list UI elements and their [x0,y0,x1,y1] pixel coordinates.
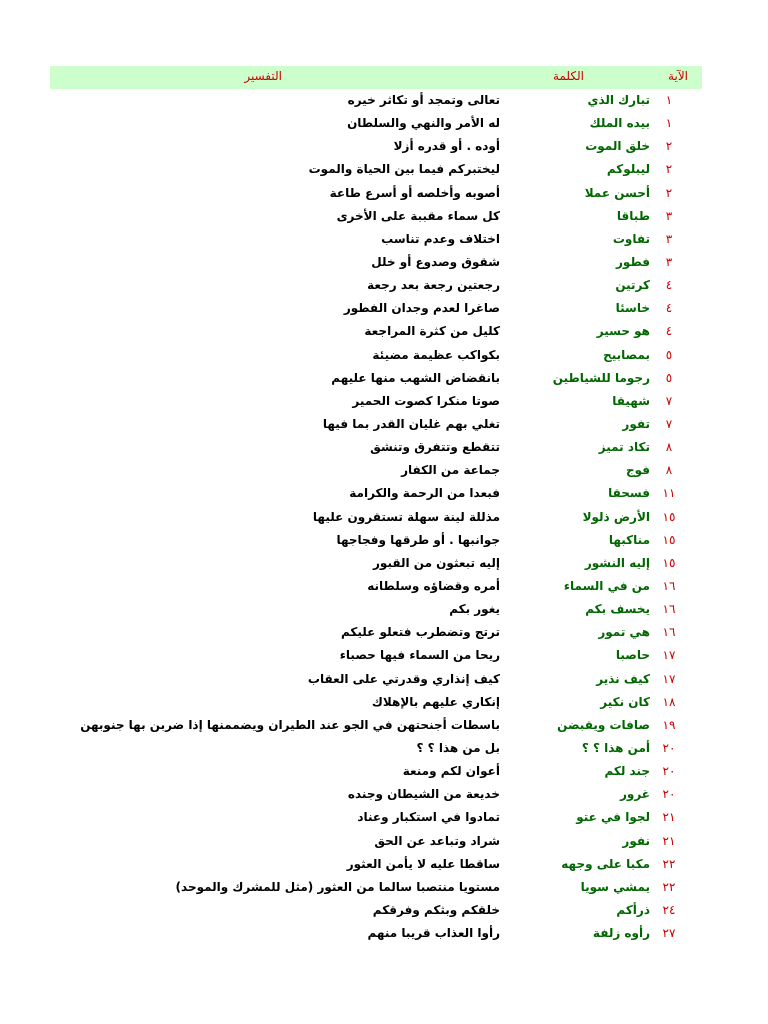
tafsir-cell: بكواكب عظيمة مضيئة [372,347,500,362]
table-row [50,436,702,459]
word-cell: رأوه زلفة [592,926,650,941]
word-cell: حاصبا [615,648,650,663]
word-cell: كرتين [615,278,650,293]
tafsir-cell: رجعتين رجعة بعد رجعة [367,278,500,293]
word-cell: بمصابيح [603,347,650,362]
aya-cell: ٢٤ [662,902,676,917]
tafsir-cell: أصوبه وأخلصه أو أسرع طاعة [329,185,500,200]
table-row [50,644,702,667]
tafsir-cell: ليختبركم فيما بين الحياة والموت [308,162,500,177]
tafsir-cell: أمره وقضاؤه وسلطانه [367,578,500,593]
table-row [50,344,702,367]
word-cell: إليه النشور [584,555,650,570]
table-body [50,89,702,945]
aya-cell: ١٦ [662,578,676,593]
table-row [50,529,702,552]
aya-cell: ١ [665,116,673,131]
aya-cell: ١٧ [662,671,676,686]
word-cell: شهيقا [612,393,650,408]
aya-cell: ١٦ [662,625,676,640]
aya-cell: ٨ [665,440,673,455]
tafsir-cell: شراد وتباعد عن الحق [374,833,500,848]
tafsir-cell: أعوان لكم ومنعة [402,764,500,779]
aya-cell: ٢ [665,185,673,200]
table-row [50,691,702,714]
aya-cell: ١١ [662,486,676,501]
word-cell: نفور [622,833,650,848]
table-row [50,274,702,297]
aya-cell: ٥ [665,370,673,385]
aya-cell: ١٨ [662,694,676,709]
tafsir-cell: جوانبها . أو طرقها وفجاجها [336,532,500,547]
word-cell: جند لكم [604,764,650,779]
tafsir-cell: خديعة من الشيطان وجنده [347,787,500,802]
aya-cell: ٢ [665,162,673,177]
aya-cell: ٤ [665,278,673,293]
tafsir-cell: شقوق وصدوع أو خلل [371,254,500,269]
tafsir-cell: ترتج وتضطرب فتعلو عليكم [341,625,500,640]
table-row [50,251,702,274]
tafsir-cell: كل سماء مقببة على الأخرى [336,208,500,223]
table-row [50,506,702,529]
aya-cell: ٢٢ [662,856,676,871]
aya-cell: ٢٧ [662,926,676,941]
word-cell: غرور [619,787,650,802]
tafsir-cell: تغلي بهم غليان القدر بما فيها [322,416,500,431]
tafsir-cell: له الأمر والنهي والسلطان [347,116,500,131]
tafsir-cell: بل من هذا ؟ ؟ [416,740,500,755]
aya-cell: ٢٠ [662,740,676,755]
tafsir-cell: أوده . أو قدره أزلا [393,139,500,154]
table-row [50,853,702,876]
table-row [50,367,702,390]
tafsir-cell: مستويا منتصبا سالما من العثور (مثل للمشرك والموحد) [175,879,500,894]
header-tafsir: التفسير [244,69,282,83]
aya-cell: ١٦ [662,602,676,617]
word-cell: صافات ويقبضن [557,717,650,732]
aya-cell: ٢٠ [662,787,676,802]
table-row [50,922,702,945]
tafsir-cell: تمادوا في استكبار وعناد [357,810,500,825]
table-row [50,135,702,158]
aya-cell: ٣ [665,231,673,246]
table-row [50,158,702,181]
tafsir-cell: ريحا من السماء فيها حصباء [339,648,500,663]
table-row [50,89,702,112]
word-cell: طباقا [616,208,650,223]
table-row [50,552,702,575]
table-row [50,390,702,413]
aya-cell: ٧ [665,393,673,408]
tafsir-cell: جماعة من الكفار [401,463,500,478]
word-cell: فوج [625,463,650,478]
table-header [50,66,702,89]
tafsir-cell: كيف إنذاري وقدرتي على العقاب [307,671,500,686]
aya-cell: ٤ [665,324,673,339]
word-cell: يمشي سويا [580,879,650,894]
aya-cell: ١٥ [662,555,676,570]
table-row [50,783,702,806]
tafsir-cell: يغور بكم [449,602,500,617]
word-cell: خلق الموت [585,139,650,154]
word-cell: من في السماء [563,578,650,593]
word-cell: تفاوت [612,231,650,246]
word-cell: تبارك الذي [587,93,650,107]
word-cell: كيف نذير [596,671,650,686]
aya-cell: ٣ [665,208,673,223]
aya-cell: ١ [665,93,673,107]
table-row [50,575,702,598]
word-cell: تفور [622,416,650,431]
tafsir-cell: كليل من كثرة المراجعة [364,324,500,339]
aya-cell: ٥ [665,347,673,362]
table-row [50,806,702,829]
tafsir-cell: إليه تبعثون من القبور [373,555,500,570]
table-row [50,737,702,760]
aya-cell: ٢٢ [662,879,676,894]
tafsir-cell: صوتا منكرا كصوت الحمير [352,393,500,408]
word-cell: ليبلوكم [606,162,650,177]
word-cell: الأرض ذلولا [582,509,650,524]
tafsir-cell: بانقضاض الشهب منها عليهم [331,370,500,385]
table-row [50,459,702,482]
tafsir-cell: باسطات أجنحتهن في الجو عند الطيران ويضممنها إذا ضربن بها جنوبهن [80,717,500,732]
tafsir-cell: رأوا العذاب قريبا منهم [367,926,500,941]
word-cell: فسحقا [608,486,650,501]
table-row [50,668,702,691]
word-cell: مناكبها [608,532,650,547]
word-cell: تكاد تميز [598,440,650,455]
aya-cell: ٢ [665,139,673,154]
aya-cell: ١٥ [662,532,676,547]
table-row [50,621,702,644]
table-row [50,714,702,737]
header-word: الكلمة [553,69,584,83]
tafsir-cell: ساقطا عليه لا يأمن العثور [346,856,500,871]
tafsir-cell: اختلاف وعدم تناسب [381,231,500,246]
word-cell: يخسف بكم [585,602,650,617]
vocabulary-table [50,66,702,945]
word-cell: رجوما للشياطين [552,370,650,385]
aya-cell: ٢١ [662,833,676,848]
word-cell: لجوا في عتو [576,810,650,825]
aya-cell: ١٥ [662,509,676,524]
tafsir-cell: تعالى وتمجد أو تكاثر خيره [347,93,500,107]
word-cell: كان نكير [600,694,650,709]
aya-cell: ٣ [665,254,673,269]
aya-cell: ٨ [665,463,673,478]
table-row [50,899,702,922]
tafsir-cell: فبعدا من الرحمة والكرامة [349,486,500,501]
word-cell: مكبا على وجهه [561,856,650,871]
tafsir-cell: إنكاري عليهم بالإهلاك [371,694,500,709]
word-cell: هو حسير [596,324,650,339]
table-row [50,228,702,251]
table-row [50,112,702,135]
word-cell: فطور [616,254,650,269]
table-row [50,482,702,505]
table-row [50,297,702,320]
word-cell: أمن هذا ؟ ؟ [581,740,650,755]
aya-cell: ١٩ [662,717,676,732]
aya-cell: ٢١ [662,810,676,825]
tafsir-cell: مذللة لينة سهلة تستقرون عليها [312,509,500,524]
aya-cell: ١٧ [662,648,676,663]
word-cell: ذرأكم [616,902,650,917]
aya-cell: ٧ [665,416,673,431]
word-cell: أحسن عملا [584,185,650,200]
tafsir-cell: خلقكم وبثكم وفرقكم [372,902,500,917]
table-row [50,413,702,436]
table-row [50,830,702,853]
header-aya: الآية [668,69,688,83]
table-row [50,760,702,783]
tafsir-cell: صاغرا لعدم وجدان الفطور [343,301,500,316]
table-row [50,876,702,899]
table-row [50,182,702,205]
word-cell: هي تمور [598,625,650,640]
tafsir-cell: تتقطع وتتفرق وتنشق [370,440,500,455]
word-cell: خاسئا [615,301,650,316]
aya-cell: ٤ [665,301,673,316]
word-cell: بيده الملك [589,116,650,131]
table-row [50,598,702,621]
table-row [50,205,702,228]
aya-cell: ٢٠ [662,764,676,779]
table-row [50,320,702,343]
